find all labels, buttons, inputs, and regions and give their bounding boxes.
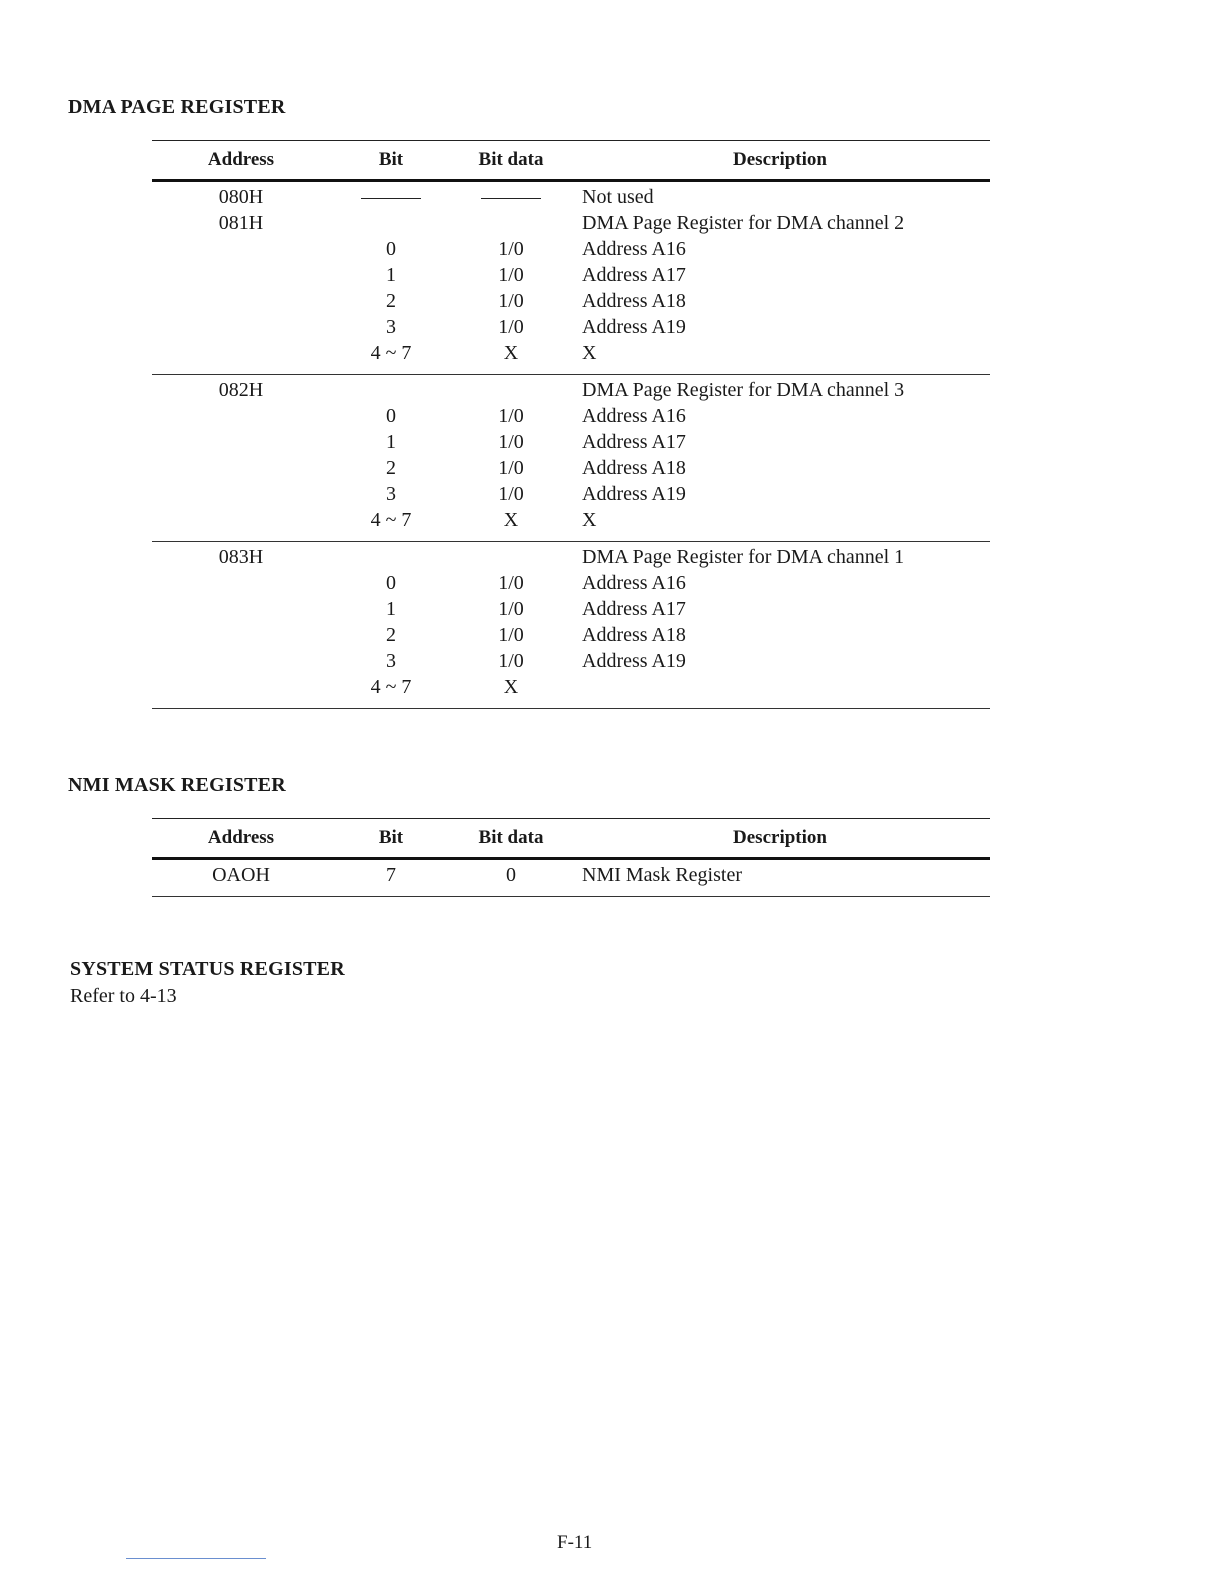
cell-bit-data: 1/0 xyxy=(498,457,524,479)
cell-bit-data: 1/0 xyxy=(498,431,524,453)
table-row xyxy=(152,290,990,316)
table-row xyxy=(152,676,990,702)
table-row xyxy=(152,624,990,650)
cell-description: Address A16 xyxy=(582,572,686,594)
table-row xyxy=(152,650,990,676)
cell-bit: 4 ~ 7 xyxy=(370,342,412,364)
table-row xyxy=(152,431,990,457)
table-row xyxy=(152,379,990,405)
cell-bit: 0 xyxy=(386,238,396,260)
cell-description: Address A17 xyxy=(582,431,686,453)
dma-page-register-table xyxy=(152,140,990,709)
cell-address: OAOH xyxy=(212,864,270,886)
cell-bit: 1 xyxy=(386,431,396,453)
cell-bit: 3 xyxy=(386,316,396,338)
cell-description: Address A19 xyxy=(582,316,686,338)
cell-description: Address A19 xyxy=(582,650,686,672)
table-row xyxy=(152,864,990,890)
cell-bit: 0 xyxy=(386,572,396,594)
nmi-section-title: NMI MASK REGISTER xyxy=(68,774,286,796)
row-group xyxy=(152,542,990,709)
cell-description: X xyxy=(582,509,597,531)
cell-description: X xyxy=(582,342,597,364)
table-row xyxy=(152,342,990,368)
cell-bit: 1 xyxy=(386,598,396,620)
footer-rule xyxy=(126,1558,266,1559)
cell-description: NMI Mask Register xyxy=(582,864,742,886)
dash-rule xyxy=(481,198,541,199)
system-status-note: Refer to 4-13 xyxy=(70,985,177,1007)
cell-description: Address A18 xyxy=(582,624,686,646)
row-group xyxy=(152,860,990,897)
header-bit: Bit xyxy=(378,827,404,848)
cell-description: Not used xyxy=(582,186,654,208)
table-row xyxy=(152,316,990,342)
cell-bit-data: 1/0 xyxy=(498,483,524,505)
cell-description: DMA Page Register for DMA channel 3 xyxy=(582,379,905,401)
cell-description: DMA Page Register for DMA channel 2 xyxy=(582,212,905,234)
cell-description: Address A16 xyxy=(582,405,686,427)
cell-bit-data: 1/0 xyxy=(498,650,524,672)
table-row xyxy=(152,238,990,264)
header-bit: Bit xyxy=(378,149,404,170)
cell-bit: 3 xyxy=(386,650,396,672)
table-row xyxy=(152,264,990,290)
cell-bit-data: 1/0 xyxy=(498,290,524,312)
cell-bit: 2 xyxy=(386,290,396,312)
table-header xyxy=(152,819,990,860)
header-description: Description xyxy=(733,827,827,848)
cell-description: Address A18 xyxy=(582,457,686,479)
system-status-title: SYSTEM STATUS REGISTER xyxy=(70,958,345,980)
cell-bit: 2 xyxy=(386,624,396,646)
dash-rule xyxy=(361,198,421,199)
nmi-mask-register-table xyxy=(152,818,990,897)
header-description: Description xyxy=(733,149,827,170)
table-row xyxy=(152,186,990,212)
cell-bit: 4 ~ 7 xyxy=(370,676,412,698)
cell-bit: 0 xyxy=(386,405,396,427)
cell-bit: 1 xyxy=(386,264,396,286)
table-row xyxy=(152,457,990,483)
cell-description: Address A17 xyxy=(582,598,686,620)
cell-bit-data: X xyxy=(503,509,519,531)
table-row xyxy=(152,598,990,624)
header-address: Address xyxy=(207,827,275,848)
header-address: Address xyxy=(207,149,275,170)
cell-bit-data: 1/0 xyxy=(498,316,524,338)
dma-section-title: DMA PAGE REGISTER xyxy=(68,96,286,118)
cell-bit: 4 ~ 7 xyxy=(370,509,412,531)
cell-description: Address A16 xyxy=(582,238,686,260)
cell-bit: 3 xyxy=(386,483,396,505)
table-row xyxy=(152,546,990,572)
cell-bit xyxy=(330,186,452,209)
cell-bit: 2 xyxy=(386,457,396,479)
cell-bit-data: X xyxy=(503,342,519,364)
header-bit-data: Bit data xyxy=(478,149,544,170)
cell-address: 082H xyxy=(218,379,264,401)
cell-bit-data: 1/0 xyxy=(498,572,524,594)
cell-bit-data: 1/0 xyxy=(498,405,524,427)
cell-bit-data: 0 xyxy=(506,864,516,886)
cell-bit-data: 1/0 xyxy=(498,624,524,646)
table-header xyxy=(152,141,990,182)
cell-bit-data xyxy=(452,186,570,209)
table-row xyxy=(152,572,990,598)
table-row xyxy=(152,509,990,535)
header-bit-data: Bit data xyxy=(478,827,544,848)
cell-bit-data: X xyxy=(503,676,519,698)
cell-address: 080H xyxy=(218,186,264,208)
cell-bit: 7 xyxy=(386,864,396,886)
cell-description: Address A19 xyxy=(582,483,686,505)
cell-description: Address A18 xyxy=(582,290,686,312)
cell-bit-data: 1/0 xyxy=(498,264,524,286)
row-group xyxy=(152,182,990,375)
table-row xyxy=(152,212,990,238)
cell-description: Address A17 xyxy=(582,264,686,286)
table-row xyxy=(152,483,990,509)
table-row xyxy=(152,405,990,431)
cell-bit-data: 1/0 xyxy=(498,598,524,620)
cell-address: 081H xyxy=(218,212,264,234)
cell-address: 083H xyxy=(218,546,264,568)
cell-bit-data: 1/0 xyxy=(498,238,524,260)
row-group xyxy=(152,375,990,542)
page-number: F-11 xyxy=(557,1532,593,1553)
cell-description: DMA Page Register for DMA channel 1 xyxy=(582,546,905,568)
